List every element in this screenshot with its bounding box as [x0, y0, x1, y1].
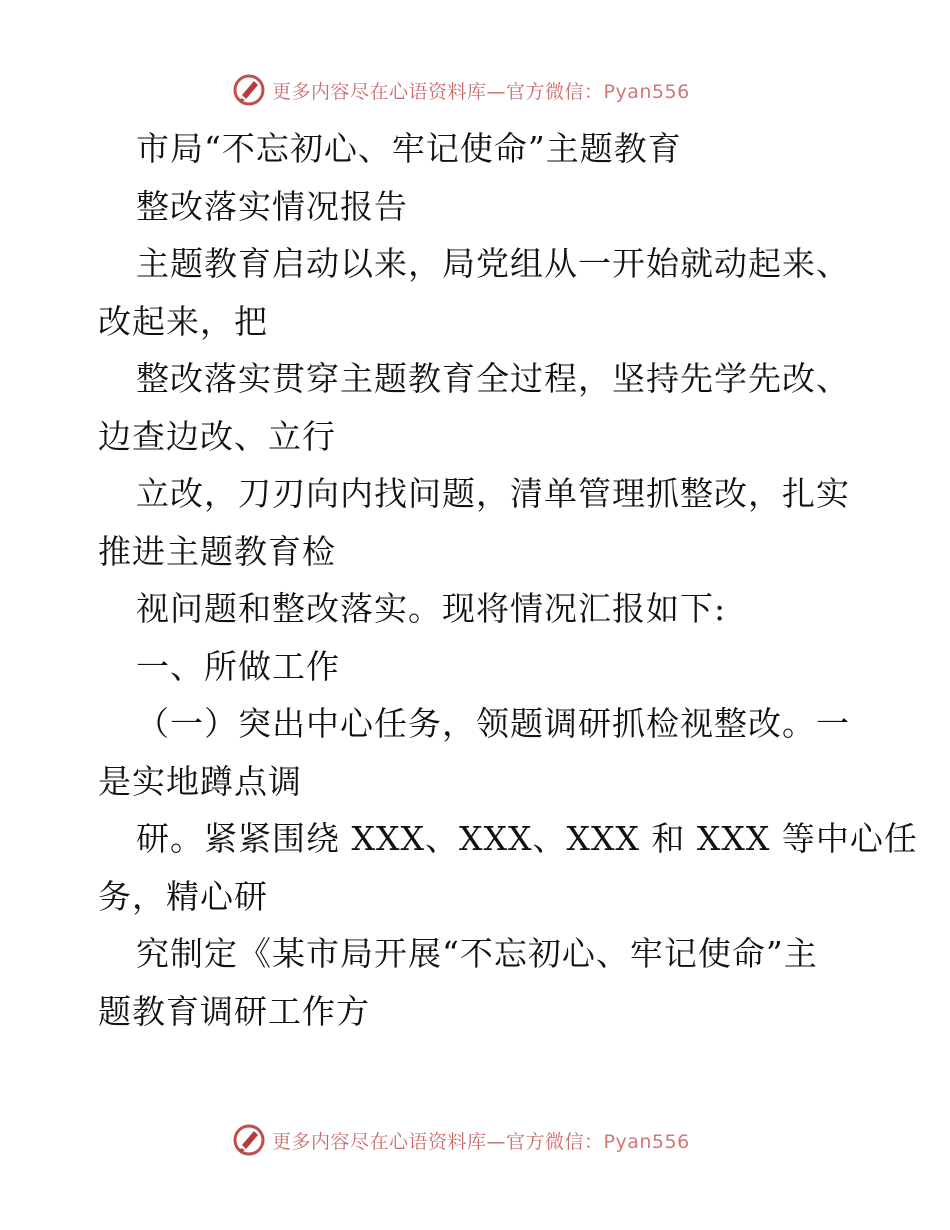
doc-line: 改起来，把 [98, 301, 268, 341]
doc-line: （一）突出中心任务，领题调研抓检视整改。一 [136, 704, 850, 743]
brand-logo-icon [232, 1123, 266, 1157]
header-watermark [232, 70, 752, 110]
watermark-brand: 更多内容尽在心语资料库—官方微信： [272, 1130, 604, 1153]
brand-logo-icon [232, 73, 266, 107]
section-heading: 一、所做工作 [136, 646, 340, 686]
doc-line: 整改落实情况报告 [136, 186, 408, 226]
doc-line: 主题教育启动以来，局党组从一开始就动起来、 [136, 244, 850, 283]
doc-line: 务，精心研 [98, 876, 268, 916]
footer-watermark [232, 1120, 752, 1160]
doc-line: 推进主题教育检 [98, 531, 336, 571]
watermark-wechat-id: Pyan556 [603, 80, 690, 103]
doc-line: 整改落实贯穿主题教育全过程，坚持先学先改、 [136, 359, 850, 398]
doc-line: 究制定《某市局开展“不忘初心、牢记使命”主 [136, 934, 818, 973]
doc-line: 边查边改、立行 [98, 416, 336, 456]
doc-line: 立改，刀刃向内找问题，清单管理抓整改，扎实 [136, 474, 850, 513]
doc-line: 市局“不忘初心、牢记使命”主题教育 [136, 129, 682, 168]
doc-line: 视问题和整改落实。现将情况汇报如下: [136, 589, 727, 628]
doc-line: 题教育调研工作方 [98, 991, 370, 1031]
watermark-brand: 更多内容尽在心语资料库—官方微信： [272, 80, 604, 103]
document-body [98, 120, 918, 1040]
watermark-wechat-id: Pyan556 [603, 1130, 690, 1153]
doc-line: 研。紧紧围绕 XXX、XXX、XXX 和 XXX 等中心任 [136, 819, 918, 858]
doc-line: 是实地蹲点调 [98, 761, 302, 801]
